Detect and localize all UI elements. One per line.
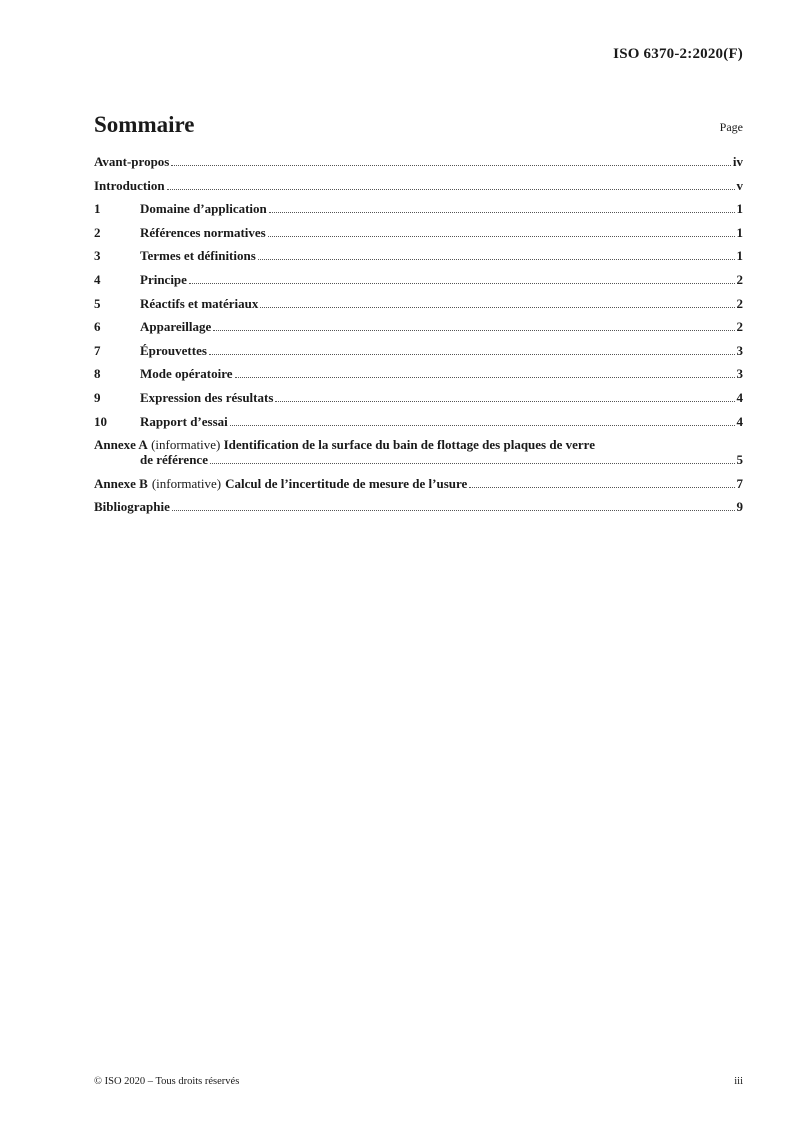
toc-entry-label: Introduction [94,177,165,193]
dot-leader [213,330,734,331]
toc-entry-page: 3 [736,366,743,382]
toc-entry-number: 4 [94,271,101,287]
toc-entry-page: 1 [736,224,743,240]
dot-leader [469,487,734,488]
toc-entry-page: 4 [736,413,743,429]
toc-entry-bibliography[interactable] [94,499,743,514]
toc-entry-label: Appareillage [140,319,212,335]
toc-entry-label: Rapport d’essai [140,413,228,429]
toc-entry-page: 2 [736,271,743,287]
toc-entry-annex-a[interactable] [94,437,743,467]
toc-entry-7[interactable] [94,343,743,358]
dot-leader [172,510,735,511]
toc-entry-9[interactable] [94,390,743,405]
toc-entry-5[interactable] [94,296,743,311]
toc-entry-4[interactable] [94,272,743,287]
dot-leader [260,307,734,308]
toc-entry-8[interactable] [94,366,743,381]
toc-entry-label: Références normatives [140,224,266,240]
toc-entry-10[interactable] [94,414,743,429]
document-id: ISO 6370-2:2020(F) [613,46,743,62]
toc-entry-number: 8 [94,366,101,382]
footer-copyright: © ISO 2020 – Tous droits réservés [94,1076,240,1087]
toc-entry-page: 5 [736,452,743,468]
toc-entry-label: Domaine d’application [140,201,267,217]
toc-entry-page: 3 [736,342,743,358]
toc-entry-label: Expression des résultats [140,389,274,405]
dot-leader [269,212,735,213]
dot-leader [230,425,735,426]
dot-leader [258,259,735,260]
toc-entry-label: Mode opératoire [140,366,233,382]
toc-entry-number: 7 [94,342,101,358]
toc-entry-annex-b[interactable] [94,476,743,491]
toc-title-row [94,112,743,142]
toc-entry-6[interactable] [94,319,743,334]
toc-entry-page: 2 [736,319,743,335]
toc-entry-avant-propos[interactable] [94,154,743,169]
table-of-contents [94,154,743,523]
toc-entry-3[interactable] [94,248,743,263]
toc-entry-page: 1 [736,201,743,217]
annex-title-line2: de référence [140,452,208,468]
toc-title: Sommaire [94,112,195,137]
toc-entry-page: 9 [736,499,743,515]
annex-qualifier: (informative) [151,475,222,491]
toc-entry-page: 7 [736,475,743,491]
toc-entry-page: 1 [736,248,743,264]
dot-leader [235,377,735,378]
dot-leader [209,354,735,355]
toc-entry-page: 4 [736,389,743,405]
toc-entry-1[interactable] [94,201,743,216]
toc-entry-page: 2 [736,295,743,311]
toc-entry-page: iv [732,154,743,169]
dot-leader [171,165,731,166]
dot-leader [275,401,734,402]
dot-leader [189,283,735,284]
toc-page-column-label: Page [719,120,743,134]
annex-prefix: Annexe B [94,475,148,491]
annex-qualifier: (informative) [151,437,221,453]
dot-leader [167,189,735,190]
toc-entry-page: v [736,177,743,193]
annex-prefix: Annexe A [94,437,148,453]
toc-entry-number: 9 [94,389,101,405]
toc-entry-number: 6 [94,319,101,335]
toc-entry-number: 2 [94,224,101,240]
toc-entry-number: 3 [94,248,101,264]
annex-title-line1: Identification de la surface du bain de flottage des plaques de verre [223,437,595,453]
dot-leader [268,236,735,237]
annex-title-line1: Calcul de l’incertitude de mesure de l’usure [225,475,468,491]
toc-entry-number: 1 [94,201,101,217]
toc-entry-label: Principe [140,271,187,287]
toc-entry-2[interactable] [94,225,743,240]
toc-entry-introduction[interactable] [94,178,743,193]
toc-entry-number: 10 [94,413,107,429]
toc-entry-label: Éprouvettes [140,342,207,358]
dot-leader [210,463,735,464]
toc-entry-label: Avant-propos [94,154,170,169]
footer-page-number: iii [734,1076,743,1087]
toc-entry-label: Bibliographie [94,499,170,515]
toc-entry-label: Termes et définitions [140,248,256,264]
toc-entry-number: 5 [94,295,101,311]
toc-entry-label: Réactifs et matériaux [140,295,259,311]
